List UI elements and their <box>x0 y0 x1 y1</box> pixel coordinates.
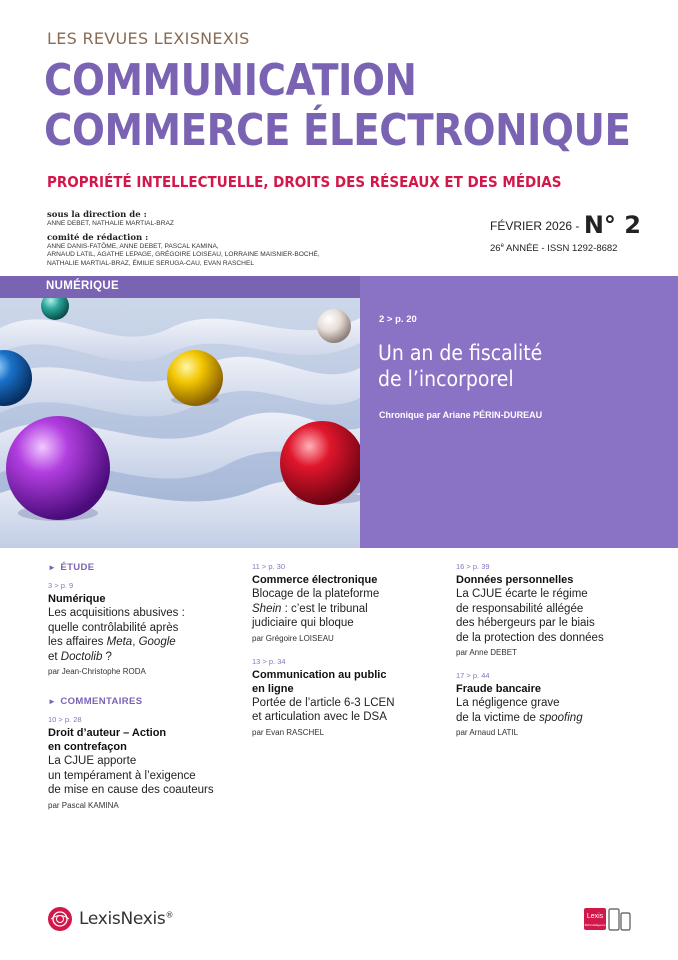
article-ref: 10 > p. 28 <box>48 715 82 724</box>
journal-title-line2: COMMERCE ÉLECTRONIQUE <box>44 105 631 156</box>
article-author: par Pascal KAMINA <box>48 800 119 810</box>
device-icons <box>584 906 632 932</box>
article-ref: 16 > p. 39 <box>456 562 490 571</box>
article-item[interactable] <box>456 671 656 737</box>
article-author: par Arnaud LATIL <box>456 728 519 737</box>
issue-year <box>490 243 640 254</box>
section-commentaires: ► COMMENTAIRES <box>48 696 143 707</box>
svg-text:360 Intelligence: 360 Intelligence <box>584 923 606 927</box>
comite-names-line3: NATHALIE MARTIAL-BRAZ, ÉMILIE SERUGA-CAU, EVAN RASCHEL <box>47 259 255 267</box>
comite-names-line1: ANNE DANIS-FATÔME, ANNE DEBET, PASCAL KAMINA, <box>47 242 219 250</box>
article-body: Blocage de la plateforme Shein : c’est le tribunal judiciaire qui bloque <box>252 588 380 629</box>
hero-author: Chronique par Ariane PÉRIN-DUREAU <box>379 410 543 420</box>
article-item[interactable] <box>252 657 452 737</box>
publisher-logo[interactable] <box>47 906 173 932</box>
article-item[interactable] <box>48 715 248 810</box>
article-title: Fraude bancaire <box>456 683 541 695</box>
rubric-label: NUMÉRIQUE <box>46 280 119 292</box>
article-body: Portée de l’article 6-3 LCEN et articulation avec le DSA <box>252 696 395 723</box>
journal-subtitle: PROPRIÉTÉ INTELLECTUELLE, DROITS DES RÉSEAUX ET DES MÉDIAS <box>47 173 562 191</box>
contents-column-1 <box>48 562 248 824</box>
publisher-name: LexisNexis® <box>79 909 174 929</box>
spheres-waves-illustration <box>0 298 360 548</box>
hero-panel <box>360 276 678 548</box>
comite-names-line2: ARNAUD LATIL, AGATHE LEPAGE, GRÉGOIRE LOISEAU, LORRAINE MAISNIER-BOCHÉ, <box>47 251 320 258</box>
article-ref: 3 > p. 9 <box>48 581 74 590</box>
hero-illustration <box>0 298 360 548</box>
article-title: Communication au public en ligne <box>252 668 387 695</box>
article-item[interactable] <box>456 562 656 657</box>
editorial-board <box>47 210 367 268</box>
article-title: Numérique <box>48 593 106 605</box>
hero-title-line1: Un an de fiscalité <box>378 341 543 365</box>
article-author: par Jean-Christophe RODA <box>48 667 146 676</box>
issue-info <box>490 211 640 254</box>
direction-names: ANNE DEBET, NATHALIE MARTIAL-BRAZ <box>47 220 174 227</box>
svg-text:Lexis: Lexis <box>586 913 604 920</box>
direction-label: sous la direction de : <box>47 210 147 220</box>
article-body: La CJUE apporte un tempérament à l’exigence de mise en cause des coauteurs <box>48 755 214 796</box>
triangle-icon: ► <box>48 697 57 706</box>
article-body: La CJUE écarte le régime de responsabilité allégée des hébergeurs par le biais de la protection des données <box>456 588 604 644</box>
hero-title-line2: de l’incorporel <box>378 367 514 391</box>
article-body: La négligence grave de la victime de spoofing <box>456 697 583 724</box>
issue-number: N° 2 <box>583 211 641 239</box>
article-ref: 13 > p. 34 <box>252 656 286 666</box>
article-author: par Anne DEBET <box>456 648 517 657</box>
hero-title[interactable] <box>378 340 542 392</box>
issue-year-rest: ANNÉE - ISSN 1292-8682 <box>503 243 618 255</box>
hero-ref[interactable]: 2 > p. 20 <box>379 314 417 325</box>
section-etude: ► ÉTUDE <box>48 562 95 573</box>
comite-label: comité de rédaction : <box>47 232 149 243</box>
article-item[interactable] <box>48 581 248 676</box>
journal-title-line1: COMMUNICATION <box>44 55 417 106</box>
article-title: Commerce électronique <box>252 574 378 586</box>
hero-feature <box>0 276 678 548</box>
issue-year-num: 26 <box>490 243 501 255</box>
issue-month: FÉVRIER 2026 - <box>490 219 580 233</box>
article-ref: 17 > p. 44 <box>456 671 490 680</box>
article-title: Données personnelles <box>456 574 574 586</box>
digital-access-badge[interactable] <box>584 906 632 932</box>
article-ref: 11 > p. 30 <box>252 562 286 571</box>
article-body: Les acquisitions abusives : quelle contrôlabilité après les affaires Meta, Google et Doctolib ? <box>48 607 185 663</box>
triangle-icon: ► <box>48 563 57 572</box>
article-author: par Evan RASCHEL <box>252 727 325 737</box>
issue-year-sup: e <box>500 243 504 249</box>
lexisnexis-emblem-icon <box>47 906 73 932</box>
article-item[interactable] <box>252 562 452 643</box>
article-title: Droit d’auteur – Action en contrefaçon <box>48 727 167 753</box>
contents-column-3 <box>456 562 656 751</box>
series-name: LES REVUES LEXISNEXIS <box>47 29 250 48</box>
journal-title <box>44 56 631 156</box>
contents-column-2 <box>252 562 452 751</box>
rubric-bar <box>0 276 360 298</box>
article-author: par Grégoire LOISEAU <box>252 633 334 643</box>
